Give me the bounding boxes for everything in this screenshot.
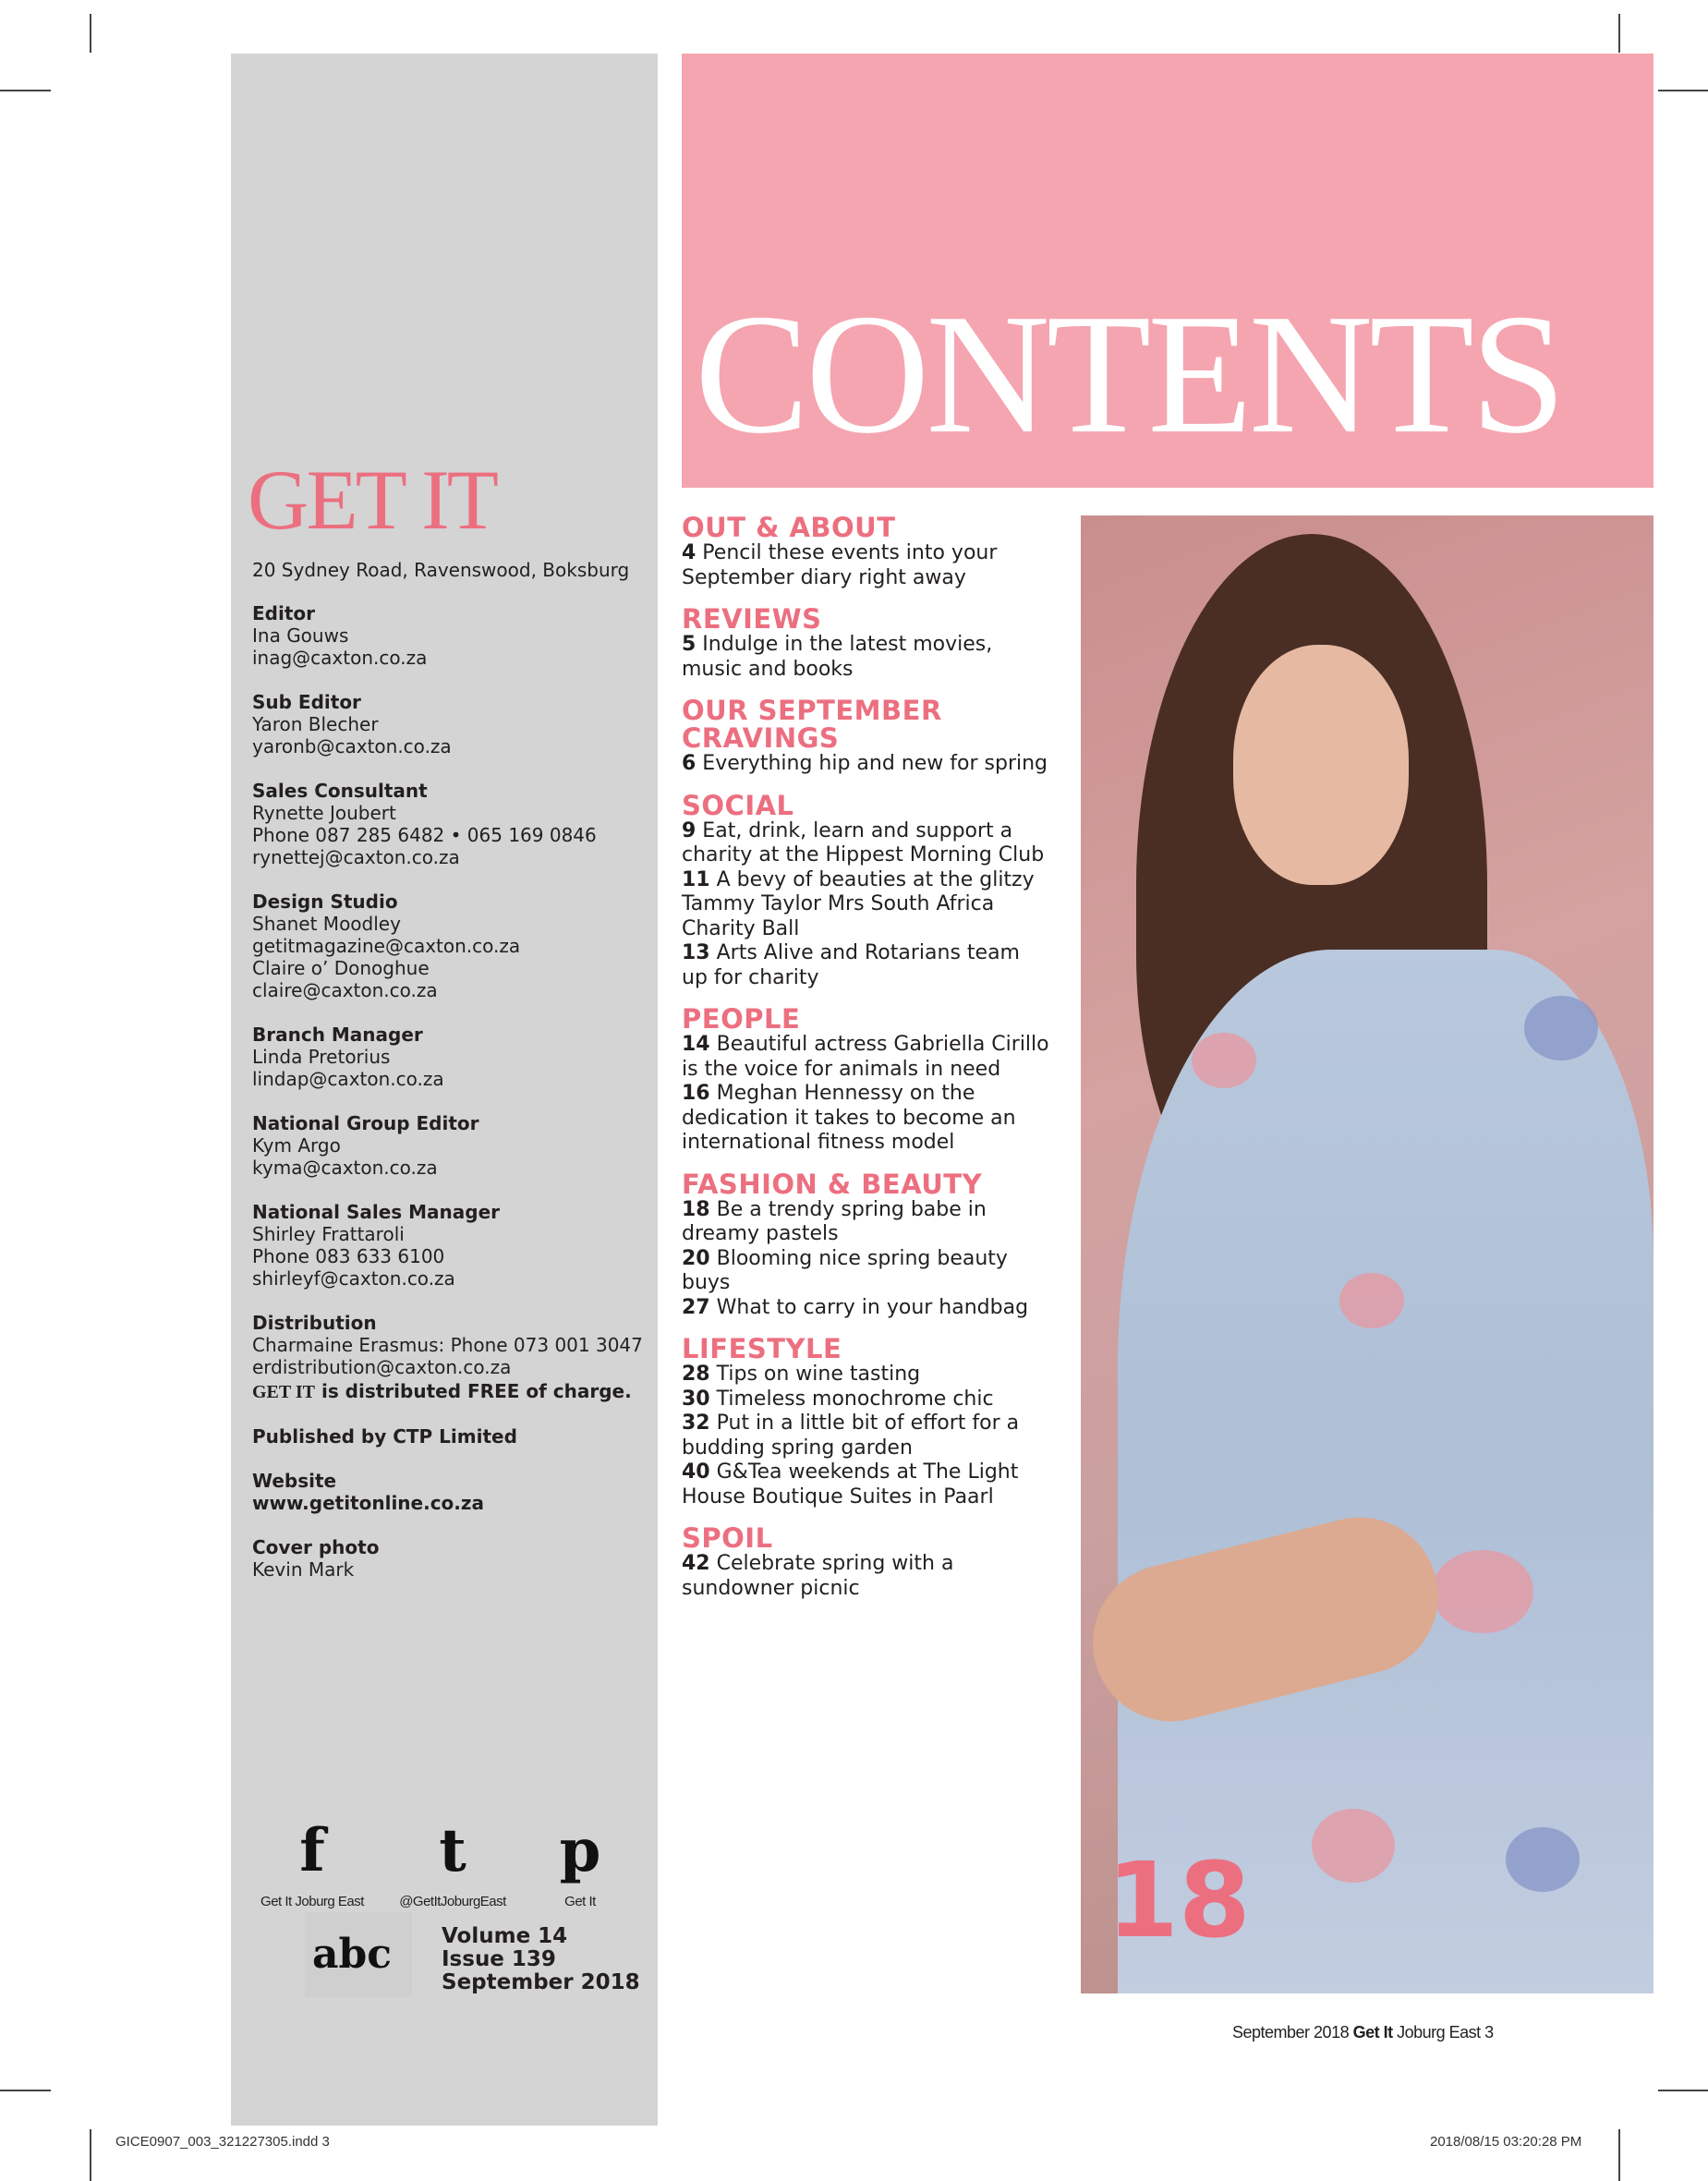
toc-entry-text: What to carry in your handbag — [709, 1295, 1029, 1319]
toc-entry-text: A bevy of beauties at the glitzy Tammy Taylor Mrs South Africa Charity Ball — [682, 867, 1035, 940]
toc-section-title: OUT & ABOUT — [682, 512, 896, 543]
social-pinterest[interactable] — [543, 1816, 617, 1909]
toc-section — [682, 1005, 1051, 1156]
staff-role: Distribution — [252, 1312, 377, 1334]
staff-block — [252, 891, 649, 1001]
toc-entry — [682, 941, 1051, 990]
toc-page-number: 11 — [682, 867, 710, 891]
slug-timestamp: 2018/08/15 03:20:28 PM — [1430, 2134, 1582, 2150]
floral-print — [1524, 996, 1598, 1060]
photo-face-shape — [1233, 645, 1409, 885]
toc-page-number: 4 — [682, 541, 697, 564]
staff-block — [252, 1201, 649, 1290]
staff-detail: Charmaine Erasmus: Phone 073 001 3047 — [252, 1334, 643, 1356]
page-folio — [1232, 2023, 1494, 2042]
toc-section-title: LIFESTYLE — [682, 1333, 842, 1364]
crop-mark — [0, 90, 51, 91]
toc-entry — [682, 633, 1051, 682]
toc-page-number: 28 — [682, 1363, 710, 1386]
website-block — [252, 1470, 649, 1514]
toc-section-title: SOCIAL — [682, 789, 794, 821]
toc-entry-text: Put in a little bit of effort for a budding spring garden — [682, 1412, 1020, 1460]
toc-entry — [682, 1412, 1051, 1460]
crop-mark — [1618, 14, 1620, 53]
toc-entry — [682, 1387, 1051, 1412]
floral-print — [1506, 1827, 1580, 1892]
staff-detail: Ina Gouws — [252, 624, 349, 647]
toc-entry-text: Blooming nice spring beauty buys — [682, 1246, 1008, 1294]
staff-block — [252, 602, 649, 669]
abc-logo — [305, 1912, 412, 1997]
staff-block — [252, 691, 649, 757]
toc-entry-text: Timeless monochrome chic — [709, 1387, 994, 1411]
social-handle: Get It Joburg East — [260, 1894, 364, 1909]
toc-entry-text: Arts Alive and Rotarians team up for charity — [682, 941, 1020, 989]
toc-entry — [682, 1247, 1051, 1296]
crop-mark — [1658, 2090, 1708, 2091]
staff-role: Editor — [252, 602, 315, 624]
crop-mark — [90, 14, 91, 53]
issue-info — [442, 1925, 640, 1994]
toc-entry-text: Meghan Hennessy on the dedication it takes to become an international fitness model — [682, 1082, 1016, 1154]
cover-page-reference: 18 — [1107, 1841, 1251, 1961]
slug-filename: GICE0907_003_321227305.indd 3 — [115, 2134, 330, 2150]
folio-prefix: September 2018 — [1232, 2023, 1353, 2042]
volume-number: Volume 14 — [442, 1924, 568, 1948]
staff-role: Design Studio — [252, 891, 398, 913]
staff-detail: Rynette Joubert — [252, 802, 396, 824]
toc-entry — [682, 1033, 1051, 1082]
toc-entry-text: Everything hip and new for spring — [696, 752, 1048, 775]
floral-print — [1432, 1550, 1533, 1633]
abc-logo-text: abc — [312, 1931, 393, 1978]
toc-entry — [682, 1082, 1051, 1156]
toc-page-number: 30 — [682, 1387, 710, 1411]
twitter-icon: t — [439, 1816, 466, 1885]
website-label: Website — [252, 1470, 337, 1492]
toc-section-title: SPOIL — [682, 1522, 773, 1554]
toc-entry — [682, 541, 1051, 590]
staff-block — [252, 780, 649, 868]
staff-block — [252, 1112, 649, 1179]
crop-mark — [90, 2129, 91, 2181]
social-twitter[interactable] — [393, 1816, 513, 1909]
toc-entry-text: Indulge in the latest movies, music and books — [682, 633, 993, 681]
toc-entry — [682, 1296, 1051, 1321]
staff-detail: Claire o’ Donoghue — [252, 957, 430, 979]
staff-detail: Linda Pretorius — [252, 1046, 391, 1068]
toc-entry-text: Pencil these events into your September diary right away — [682, 541, 998, 589]
toc-section-title: PEOPLE — [682, 1003, 801, 1035]
free-note-brand: GET IT — [252, 1382, 315, 1402]
toc-section-title: REVIEWS — [682, 603, 822, 635]
staff-detail: Yaron Blecher — [252, 713, 379, 735]
staff-block — [252, 1312, 649, 1378]
social-handle: @GetItJoburgEast — [399, 1894, 506, 1909]
toc-section — [682, 1335, 1051, 1509]
contents-title: CONTENTS — [695, 279, 1563, 469]
toc-entry — [682, 1460, 1051, 1509]
toc-entry — [682, 1363, 1051, 1387]
toc-entry — [682, 819, 1051, 868]
crop-mark — [0, 2090, 51, 2091]
issue-date: September 2018 — [442, 1970, 640, 1994]
staff-role: Sales Consultant — [252, 780, 428, 802]
crop-mark — [1658, 90, 1708, 91]
floral-print — [1339, 1273, 1404, 1328]
staff-email[interactable]: kyma@caxton.co.za — [252, 1157, 438, 1179]
toc-page-number: 42 — [682, 1552, 710, 1575]
toc-entry — [682, 752, 1051, 777]
toc-section — [682, 697, 1051, 777]
table-of-contents — [682, 514, 1051, 1616]
website-link[interactable]: www.getitonline.co.za — [252, 1492, 485, 1514]
toc-section — [682, 605, 1051, 682]
staff-email[interactable]: inag@caxton.co.za — [252, 647, 428, 669]
toc-entry — [682, 1552, 1051, 1601]
toc-entry-text: Celebrate spring with a sundowner picnic — [682, 1552, 954, 1600]
office-address: 20 Sydney Road, Ravenswood, Boksburg — [252, 559, 630, 581]
toc-entry — [682, 1198, 1051, 1247]
toc-page-number: 27 — [682, 1295, 710, 1319]
toc-page-number: 40 — [682, 1460, 710, 1484]
facebook-icon: f — [299, 1816, 325, 1885]
staff-email[interactable]: erdistribution@caxton.co.za — [252, 1356, 512, 1378]
toc-entry — [682, 868, 1051, 942]
publisher: Published by CTP Limited — [252, 1425, 517, 1448]
cover-photo-credit-block — [252, 1536, 649, 1581]
staff-block — [252, 1024, 649, 1090]
staff-email[interactable]: shirleyf@caxton.co.za — [252, 1267, 455, 1290]
toc-page-number: 32 — [682, 1412, 710, 1435]
social-handle: Get It — [564, 1894, 596, 1909]
staff-email[interactable]: getitmagazine@caxton.co.za — [252, 935, 521, 957]
cover-photo-label: Cover photo — [252, 1536, 380, 1558]
staff-email[interactable]: rynettej@caxton.co.za — [252, 846, 460, 868]
toc-page-number: 14 — [682, 1033, 710, 1056]
toc-section-title: FASHION & BEAUTY — [682, 1168, 983, 1200]
toc-entry-text: Eat, drink, learn and support a charity at the Hippest Morning Club — [682, 818, 1045, 866]
toc-page-number: 13 — [682, 941, 710, 964]
toc-page-number: 16 — [682, 1082, 710, 1105]
social-facebook[interactable] — [257, 1816, 368, 1909]
staff-role: National Sales Manager — [252, 1201, 501, 1223]
free-note-text: is distributed FREE of charge. — [315, 1380, 632, 1402]
cover-photo-credit: Kevin Mark — [252, 1558, 355, 1581]
toc-page-number: 9 — [682, 818, 697, 842]
crop-mark — [1618, 2129, 1620, 2181]
staff-role: National Group Editor — [252, 1112, 479, 1134]
free-distribution-note — [252, 1380, 649, 1403]
toc-entry-text: G&Tea weekends at The Light House Boutique Suites in Paarl — [682, 1460, 1019, 1509]
toc-page-number: 20 — [682, 1246, 710, 1270]
toc-section — [682, 514, 1051, 590]
toc-section — [682, 1524, 1051, 1601]
floral-print — [1192, 1033, 1256, 1088]
publisher-note — [252, 1425, 649, 1448]
toc-section — [682, 789, 1051, 991]
toc-entry-text: Tips on wine tasting — [709, 1363, 921, 1386]
masthead-logo: GET IT — [248, 453, 497, 547]
toc-entry-text: Beautiful actress Gabriella Cirillo is the voice for animals in need — [682, 1033, 1049, 1081]
toc-page-number: 18 — [682, 1197, 710, 1221]
floral-print — [1312, 1809, 1395, 1883]
staff-role: Branch Manager — [252, 1024, 423, 1046]
staff-email[interactable]: lindap@caxton.co.za — [252, 1068, 444, 1090]
staff-email[interactable]: yaronb@caxton.co.za — [252, 735, 452, 757]
staff-detail: Phone 083 633 6100 — [252, 1245, 445, 1267]
staff-email[interactable]: claire@caxton.co.za — [252, 979, 438, 1001]
folio-brand: Get It — [1352, 2023, 1393, 2042]
staff-detail: Phone 087 285 6482 • 065 169 0846 — [252, 824, 597, 846]
toc-page-number: 5 — [682, 633, 697, 656]
toc-section-title: OUR SEPTEMBER CRAVINGS — [682, 695, 942, 754]
issue-number: Issue 139 — [442, 1947, 556, 1971]
toc-entry-text: Be a trendy spring babe in dreamy pastels — [682, 1197, 987, 1245]
toc-section — [682, 1170, 1051, 1321]
staff-list — [252, 602, 649, 1603]
folio-suffix: Joburg East 3 — [1392, 2023, 1494, 2042]
cover-photo — [1081, 515, 1653, 1993]
staff-detail: Shanet Moodley — [252, 913, 401, 935]
staff-role: Sub Editor — [252, 691, 361, 713]
staff-detail: Shirley Frattaroli — [252, 1223, 405, 1245]
staff-detail: Kym Argo — [252, 1134, 341, 1157]
pinterest-icon: p — [559, 1816, 601, 1885]
toc-page-number: 6 — [682, 752, 697, 775]
